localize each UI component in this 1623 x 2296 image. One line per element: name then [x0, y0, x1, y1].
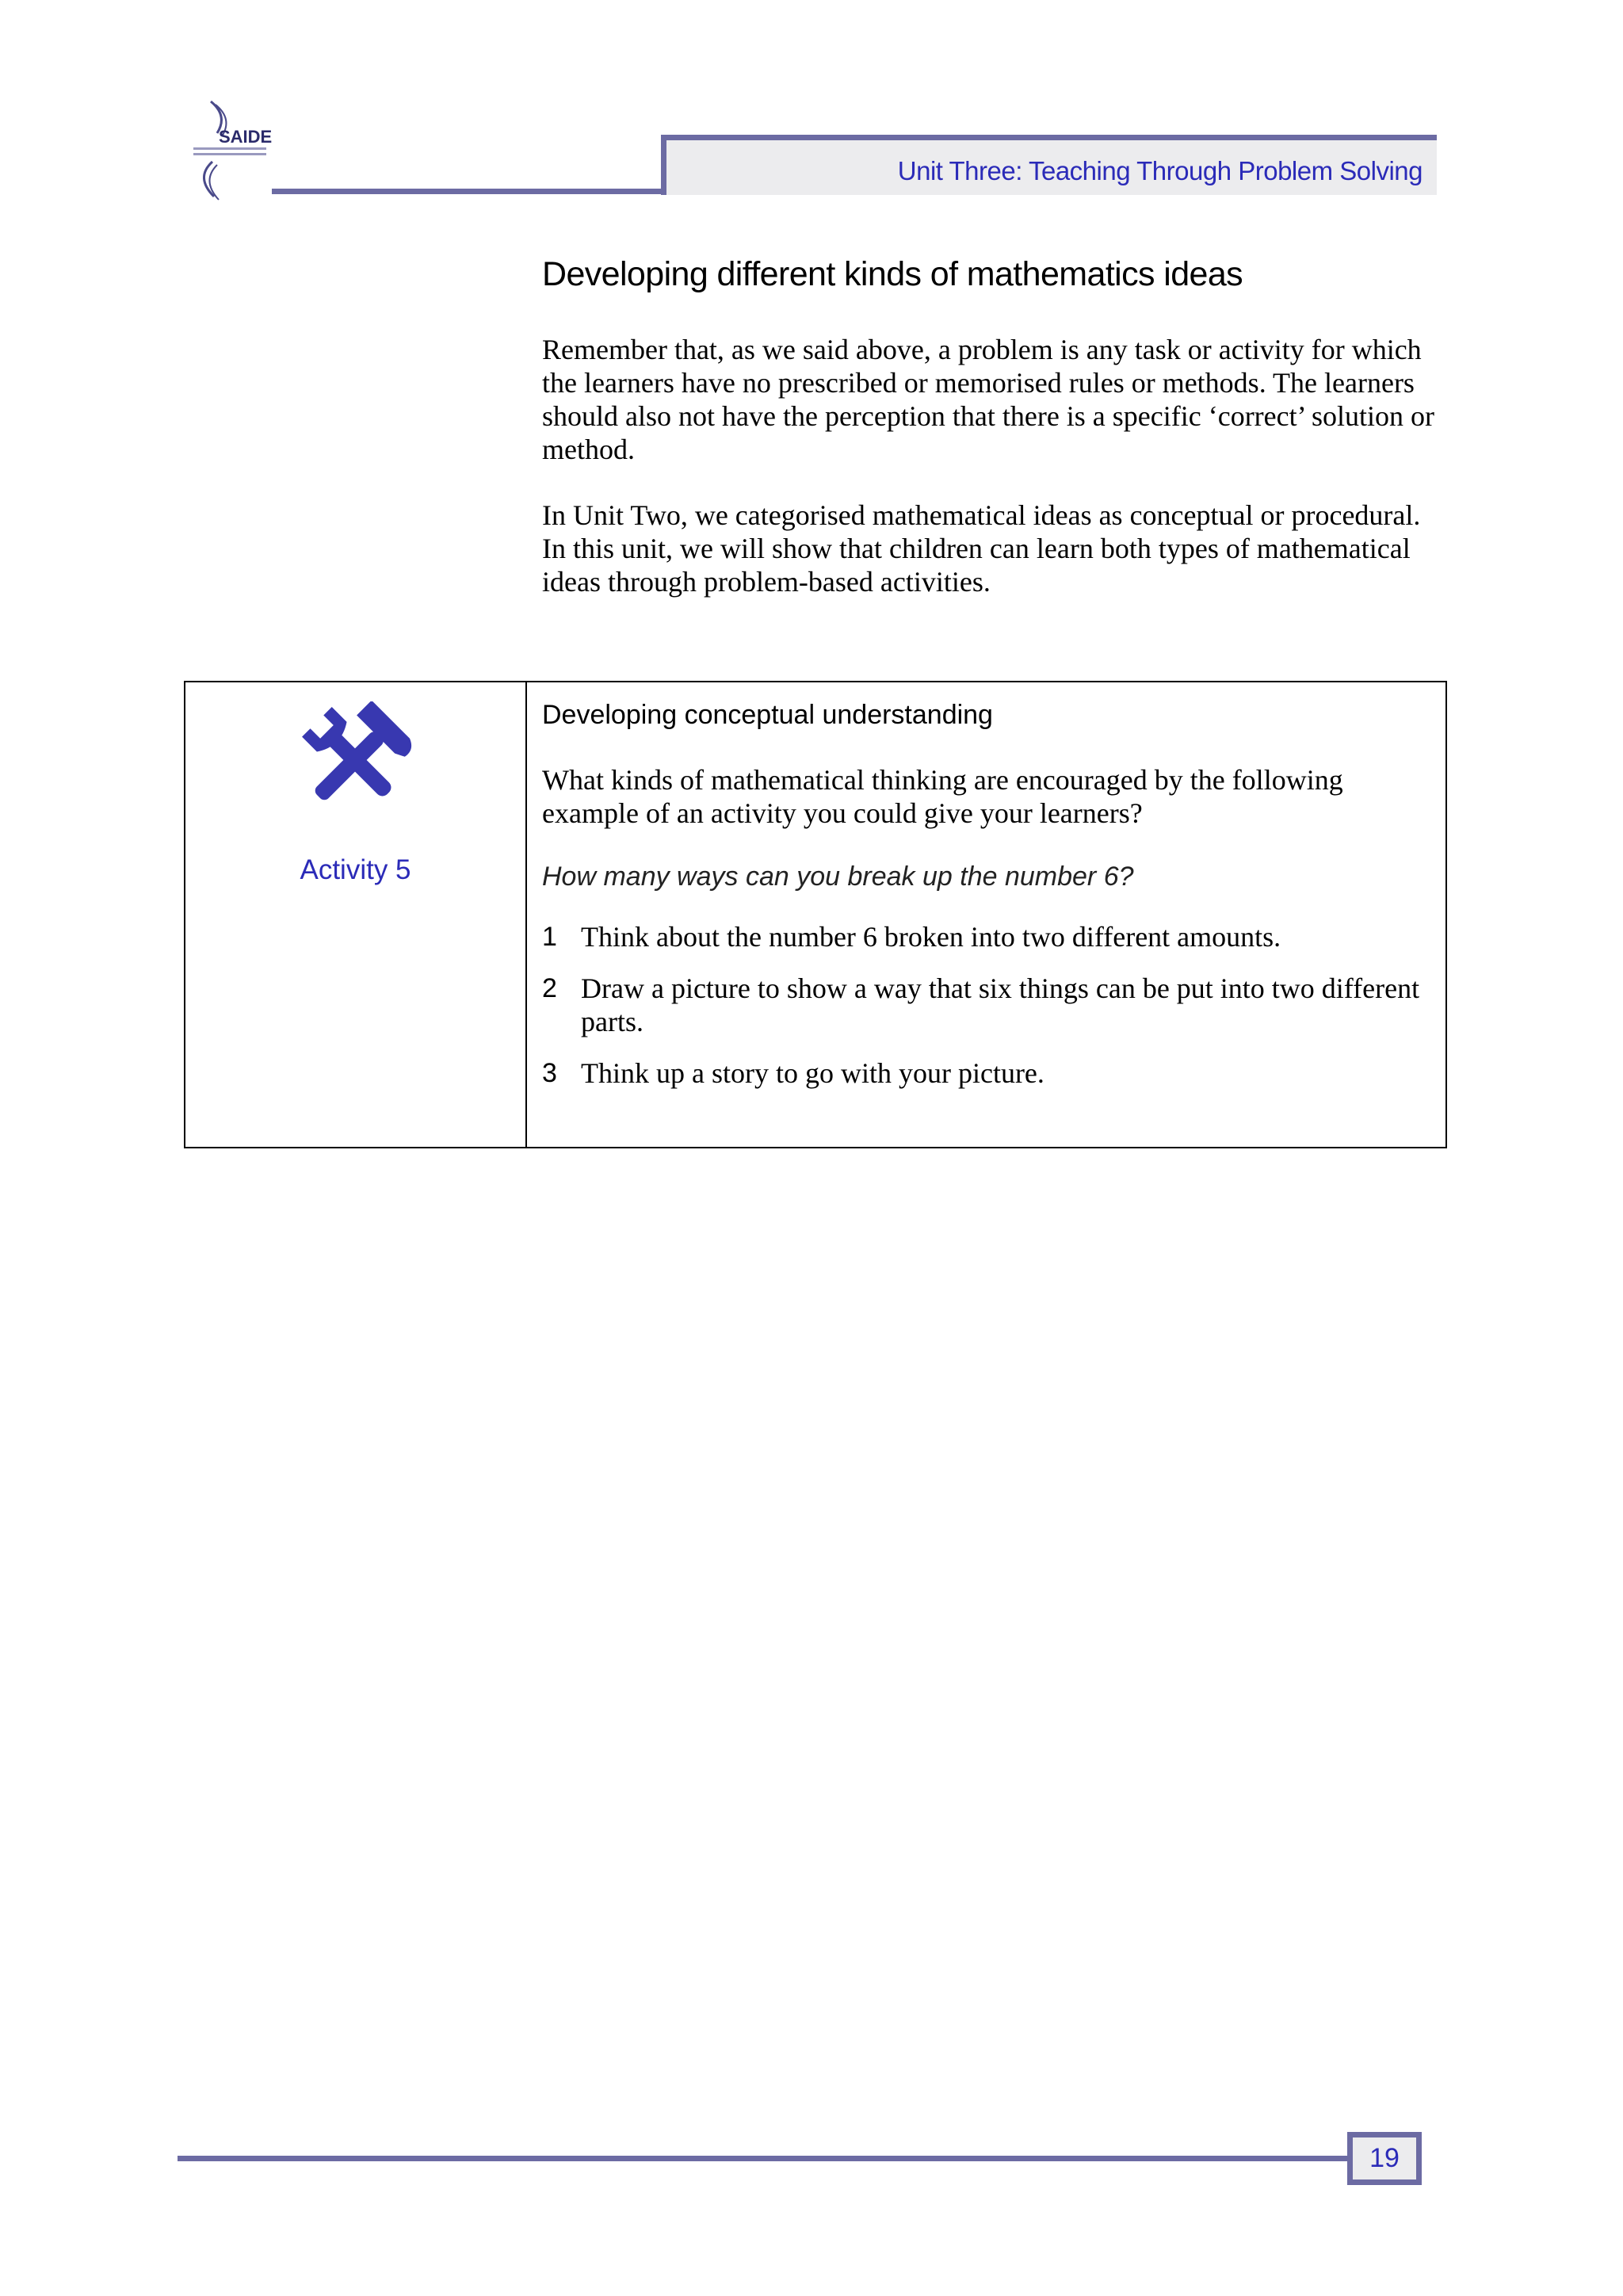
- step-number: 1: [542, 922, 557, 952]
- activity-intro: What kinds of mathematical thinking are encouraged by the following example of an activity you could give your learners?: [542, 764, 1343, 829]
- page-number: 19: [1347, 2132, 1422, 2185]
- list-item: [542, 1056, 1422, 1090]
- step-number: 3: [542, 1058, 557, 1088]
- paragraph-unit-two: In Unit Two, we categorised mathematical ideas as conceptual or procedural. In this unit, we will show that children can learn both types of mathematical ideas through problem-based activities.: [542, 499, 1421, 598]
- step-text: Draw a picture to show a way that six things can be put into two different parts.: [581, 972, 1420, 1037]
- step-text: Think up a story to go with your picture.: [581, 1057, 1044, 1089]
- footer-line: [178, 2156, 1350, 2161]
- activity-heading: Developing conceptual understanding: [542, 700, 993, 730]
- activity-label: Activity 5: [300, 854, 411, 885]
- list-item: [542, 972, 1422, 1038]
- activity-box: [184, 681, 1447, 1148]
- unit-title: Unit Three: Teaching Through Problem Solving: [897, 156, 1423, 185]
- paragraph-problem-definition: Remember that, as we said above, a problem is any task or activity for which the learners have no prescribed or memorised rules or methods. The learners should also not have the perception that there is a specific ‘correct’ solution or method.: [542, 334, 1434, 465]
- activity-divider: [525, 682, 527, 1147]
- logo-text: SAIDE: [219, 127, 273, 147]
- tools-icon: [296, 701, 414, 814]
- activity-question: How many ways can you break up the number 6?: [542, 861, 1134, 892]
- saide-logo: [187, 98, 274, 201]
- header-bar: [661, 135, 1437, 195]
- section-heading: Developing different kinds of mathematics ideas: [542, 255, 1243, 293]
- step-number: 2: [542, 973, 557, 1003]
- list-item: [542, 920, 1422, 953]
- header-underline: [272, 189, 666, 194]
- step-text: Think about the number 6 broken into two different amounts.: [581, 921, 1281, 953]
